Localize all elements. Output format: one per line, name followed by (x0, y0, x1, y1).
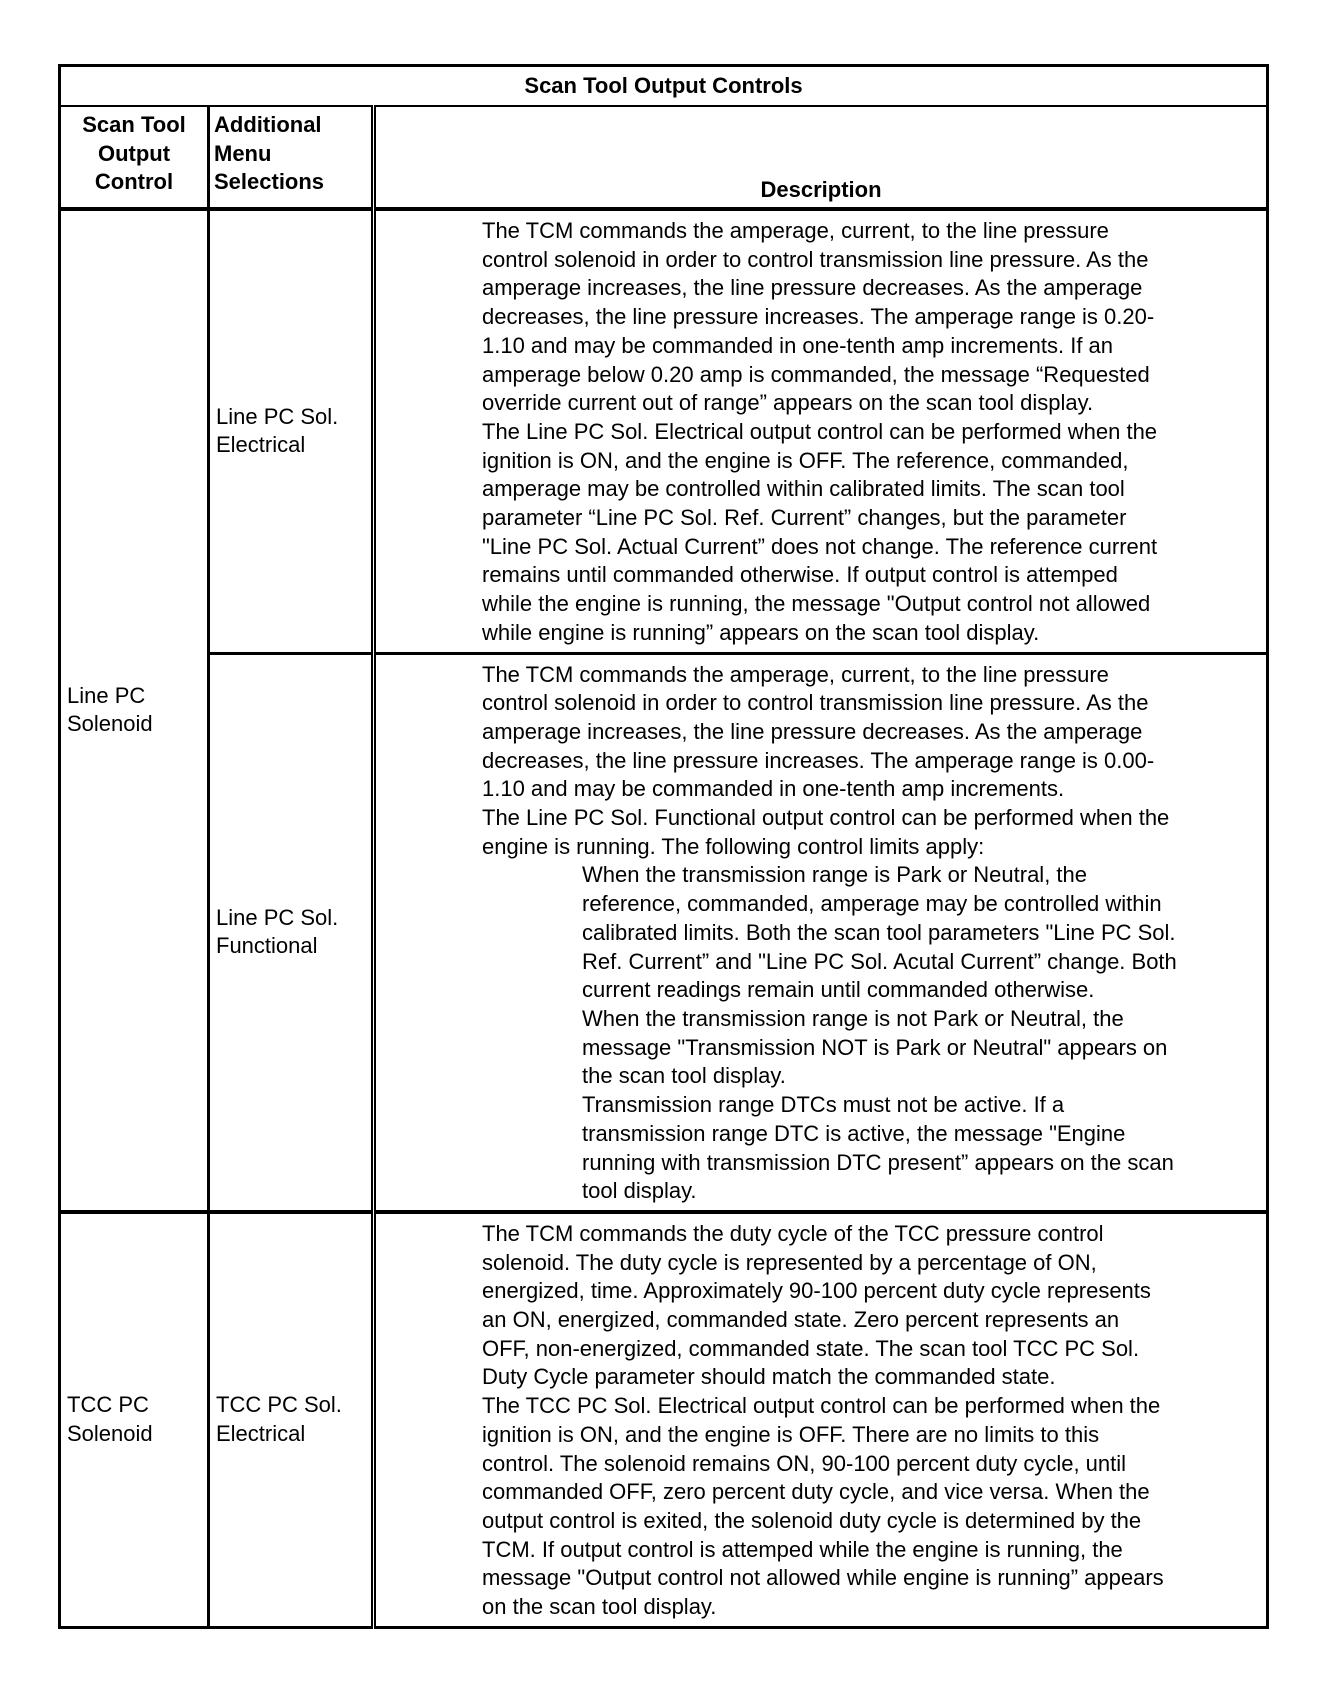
description-line: TCM. If output control is attemped while the engine is running, the (482, 1536, 1123, 1562)
description-indented-line: transmission range DTC is active, the message "Engine (582, 1120, 1126, 1146)
table-header-row (60, 106, 1268, 209)
description-line: The TCM commands the amperage, current, to the line pressure (482, 661, 1109, 687)
description-line: remains until commanded otherwise. If output control is attemped (482, 562, 1118, 588)
description-cell (374, 209, 1268, 653)
header-line: Output (97, 140, 171, 166)
description-line: ignition is ON, and the engine is OFF. There are no limits to this (482, 1421, 1100, 1447)
description-cell (374, 653, 1268, 1212)
menu-selection-line: Line PC Sol. (216, 403, 339, 429)
description-indented-line: message "Transmission NOT is Park or Neutral" appears on (582, 1034, 1168, 1060)
description-line: 1.10 and may be commanded in one-tenth amp increments. If an (482, 332, 1114, 358)
menu-selection-line: TCC PC Sol. (216, 1392, 342, 1418)
output-control-line: Solenoid (67, 711, 153, 737)
menu-selection-line: Electrical (216, 432, 306, 458)
description-line: 1.10 and may be commanded in one-tenth amp increments. (482, 776, 1065, 802)
description-line: on the scan tool display. (482, 1594, 717, 1620)
description-line: while the engine is running, the message "Output control not allowed (482, 591, 1151, 617)
header-additional-menu-selections (209, 106, 374, 209)
table-title: Scan Tool Output Controls (60, 66, 1268, 107)
menu-selection-line: Line PC Sol. (216, 904, 339, 930)
description-indented-line: current readings remain until commanded otherwise. (582, 977, 1095, 1003)
description-line: message "Output control not allowed while engine is running” appears (482, 1565, 1164, 1591)
description-line: parameter “Line PC Sol. Ref. Current” changes, but the parameter (482, 505, 1127, 531)
output-control-line: Solenoid (67, 1420, 153, 1446)
table-row (60, 209, 1268, 653)
description-line: The TCM commands the duty cycle of the TCC pressure control (482, 1220, 1104, 1246)
description-indented-line: When the transmission range is not Park or Neutral, the (582, 1005, 1124, 1031)
table-row (60, 1212, 1268, 1627)
header-description: Description (374, 106, 1268, 209)
description-line: energized, time. Approximately 90-100 percent duty cycle represents (482, 1278, 1151, 1304)
description-line: control. The solenoid remains ON, 90-100 percent duty cycle, until (482, 1450, 1127, 1476)
menu-selection-cell (209, 209, 374, 653)
description-indented-line: running with transmission DTC present” appears on the scan (582, 1149, 1174, 1175)
description-line: solenoid. The duty cycle is represented by a percentage of ON, (482, 1249, 1097, 1275)
table-row (60, 653, 1268, 1212)
description-line: commanded OFF, zero percent duty cycle, and vice versa. When the (482, 1479, 1150, 1505)
description-line: The TCM commands the amperage, current, to the line pressure (482, 218, 1109, 243)
description-indented-line: When the transmission range is Park or Neutral, the (582, 862, 1088, 888)
description-text (482, 1220, 1258, 1622)
description-line: Duty Cycle parameter should match the commanded state. (482, 1364, 1056, 1390)
menu-selection-line: Electrical (216, 1420, 306, 1446)
description-text (482, 217, 1258, 648)
description-line: amperage below 0.20 amp is commanded, the message “Requested (482, 361, 1150, 387)
description-line: amperage increases, the line pressure decreases. As the amperage (482, 275, 1143, 301)
description-line: The Line PC Sol. Electrical output control can be performed when the (482, 418, 1158, 444)
description-line: output control is exited, the solenoid duty cycle is determined by the (482, 1507, 1142, 1533)
description-cell (374, 1212, 1268, 1627)
description-indented-line: calibrated limits. Both the scan tool parameters "Line PC Sol. (582, 919, 1176, 945)
output-control-line: Line PC (67, 682, 146, 708)
description-line: control solenoid in order to control transmission line pressure. As the (482, 690, 1149, 716)
menu-selection-cell (209, 1212, 374, 1627)
menu-selection-cell (209, 653, 374, 1212)
description-line: while engine is running” appears on the scan tool display. (482, 619, 1040, 645)
header-line: Selections (214, 169, 325, 195)
description-indented-line: tool display. (582, 1178, 697, 1204)
header-line: Scan Tool (82, 112, 186, 137)
header-line: Menu (214, 140, 272, 166)
description-indented-line: Ref. Current” and "Line PC Sol. Acutal Current” change. Both (582, 948, 1177, 974)
menu-selection-line: Functional (216, 933, 318, 959)
header-line: Control (94, 169, 174, 195)
description-line: OFF, non-energized, commanded state. The scan tool TCC PC Sol. (482, 1335, 1140, 1361)
table-title-row (60, 66, 1268, 107)
description-line: an ON, energized, commanded state. Zero percent represents an (482, 1307, 1120, 1333)
description-text (482, 661, 1258, 1206)
scan-tool-output-controls-table (58, 64, 1269, 1629)
description-line: The Line PC Sol. Functional output control can be performed when the (482, 805, 1170, 831)
description-line: ignition is ON, and the engine is OFF. The reference, commanded, (482, 447, 1129, 473)
description-line: override current out of range” appears on the scan tool display. (482, 390, 1094, 416)
description-indented-line: Transmission range DTCs must not be active. If a (582, 1092, 1065, 1118)
description-indented-line: reference, commanded, amperage may be controlled within (582, 891, 1162, 917)
output-control-cell (60, 1212, 209, 1627)
description-indented-line: the scan tool display. (582, 1063, 786, 1089)
description-line: control solenoid in order to control transmission line pressure. As the (482, 246, 1149, 272)
description-line: decreases, the line pressure increases. The amperage range is 0.20- (482, 304, 1155, 330)
description-line: The TCC PC Sol. Electrical output control can be performed when the (482, 1393, 1161, 1419)
output-control-line: TCC PC (67, 1392, 149, 1418)
description-line: amperage increases, the line pressure decreases. As the amperage (482, 718, 1143, 744)
output-control-cell (60, 209, 209, 1212)
description-line: decreases, the line pressure increases. The amperage range is 0.00- (482, 747, 1155, 773)
description-line: engine is running. The following control limits apply: (482, 833, 985, 859)
header-line: Additional (214, 112, 322, 137)
description-line: amperage may be controlled within calibrated limits. The scan tool (482, 476, 1125, 502)
header-scan-tool-output-control (60, 106, 209, 209)
description-line: "Line PC Sol. Actual Current” does not change. The reference current (482, 533, 1158, 559)
